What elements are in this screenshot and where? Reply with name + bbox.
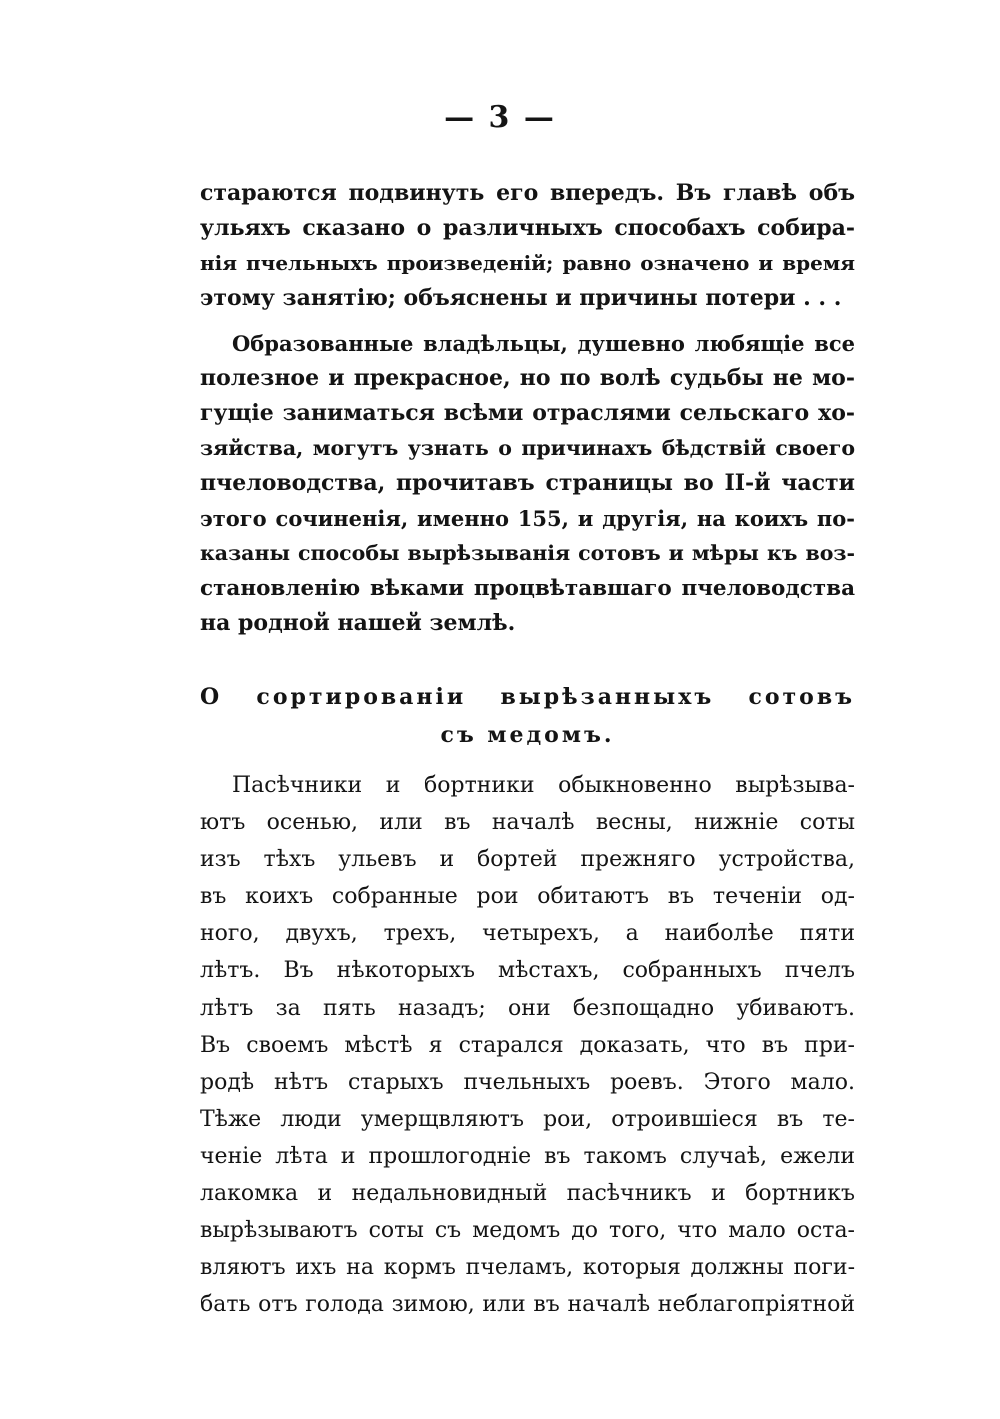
text-line: на родной нашей землѣ. — [200, 610, 516, 636]
section-heading-line-2: съ медомъ. — [440, 722, 615, 748]
text-line: стараются подвинуть его впередъ. Въ главѣ объ — [200, 180, 855, 206]
text-line: этого сочиненія, именно 155, и другія, на коихъ по- — [200, 506, 855, 531]
text-line: вырѣзываютъ соты съ медомъ до того, что мало оста- — [200, 1218, 855, 1244]
section-heading — [200, 678, 855, 754]
text-line: вляютъ ихъ на кормъ пчеламъ, которыя должны поги- — [200, 1255, 855, 1281]
text-line: зяйства, могутъ узнать о причинахъ бѣдствій своего — [200, 436, 855, 460]
paragraph-3 — [200, 767, 855, 1323]
text-line: лѣтъ. Въ нѣкоторыхъ мѣстахъ, собранныхъ пчелъ — [200, 958, 855, 984]
text-line: нія пчельныхъ произведеній; равно означено и время — [200, 251, 855, 275]
text-line: этому занятію; объяснены и причины потери . . . — [200, 285, 842, 311]
section-heading-line-1: О сортированіи вырѣзанныхъ сотовъ — [200, 684, 855, 710]
text-line: становленію вѣками процвѣтавшаго пчеловодства — [200, 576, 855, 601]
text-line: Въ своемъ мѣстѣ я старался доказать, что въ при- — [200, 1032, 855, 1058]
text-line: ного, двухъ, трехъ, четырехъ, а наиболѣе пяти — [200, 921, 855, 947]
text-line: Тѣже люди умерщвляютъ рои, отроившіеся въ те- — [200, 1106, 855, 1132]
text-line: изъ тѣхъ ульевъ и бортей прежняго устройства, — [200, 847, 855, 873]
page-number: — 3 — — [444, 100, 556, 135]
text-line: пчеловодства, прочитавъ страницы во II-й части — [200, 470, 855, 496]
text-line: бать отъ голода зимою, или въ началѣ неблагопріятной — [200, 1292, 855, 1318]
paragraph-1 — [200, 176, 855, 316]
text-line: лакомка и недальновидный пасѣчникъ и бортникъ — [200, 1181, 855, 1207]
text-line: ютъ осенью, или въ началѣ весны, нижніе соты — [200, 810, 855, 836]
text-line: ченіе лѣта и прошлогодніе въ такомъ случаѣ, ежели — [200, 1143, 855, 1169]
text-line: родѣ нѣтъ старыхъ пчельныхъ роевъ. Этого мало. — [200, 1069, 855, 1095]
text-line: лѣтъ за пять назадъ; они безпощадно убиваютъ. — [200, 995, 855, 1021]
text-line: полезное и прекрасное, но по волѣ судьбы не мо- — [200, 365, 855, 391]
text-line: гущіе заниматься всѣми отраслями сельскаго хо- — [200, 400, 855, 426]
text-line: казаны способы вырѣзыванія сотовъ и мѣры къ воз- — [200, 541, 855, 565]
text-line: Образованные владѣльцы, душевно любящіе все — [232, 331, 855, 356]
text-line: въ коихъ собранные рои обитаютъ въ теченіи од- — [200, 884, 855, 910]
text-line: ульяхъ сказано о различныхъ способахъ собира- — [200, 215, 855, 241]
paragraph-2 — [200, 326, 855, 641]
text-line: Пасѣчники и бортники обыкновенно вырѣзыва- — [232, 773, 855, 798]
